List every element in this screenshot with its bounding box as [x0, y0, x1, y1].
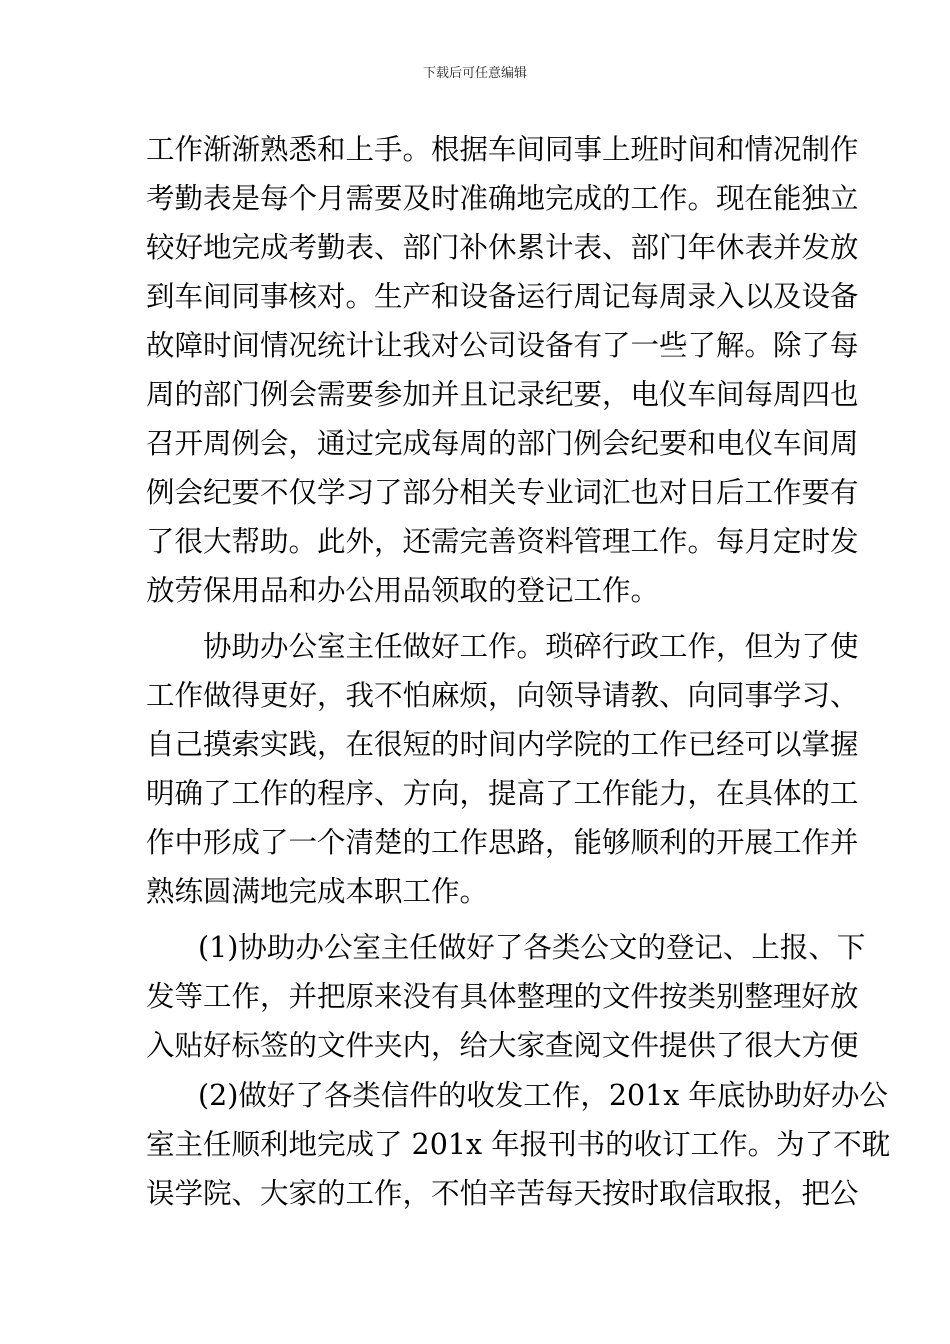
text-line: 到车间同事核对。生产和设备运行周记每周录入以及设备: [146, 280, 859, 313]
page-header: 下载后可任意编辑: [422, 66, 527, 81]
text-line: 室主任顺利地完成了 201x 年报刊书的收订工作。为了不耽: [146, 1128, 891, 1161]
text-line: 误学院、大家的工作，不怕辛苦每天按时取信取报，把公: [146, 1177, 859, 1210]
text-line: 入贴好标签的文件夹内，给大家查阅文件提供了很大方便: [146, 1029, 859, 1062]
text-line: 作中形成了一个清楚的工作思路，能够顺利的开展工作并: [146, 826, 859, 859]
text-line: 召开周例会，通过完成每周的部门例会纪要和电仪车间周: [146, 427, 859, 460]
text-line: 发等工作，并把原来没有具体整理的文件按类别整理好放: [146, 980, 859, 1013]
text-line: 故障时间情况统计让我对公司设备有了一些了解。除了每: [146, 329, 859, 362]
text-line: 较好地完成考勤表、部门补休累计表、部门年休表并发放: [146, 231, 859, 264]
text-line: 工作做得更好，我不怕麻烦，向领导请教、向同事学习、: [146, 679, 859, 712]
text-line: 了很大帮助。此外，还需完善资料管理工作。每月定时发: [146, 525, 859, 558]
text-line: 工作渐渐熟悉和上手。根据车间同事上班时间和情况制作: [146, 133, 859, 166]
text-line: 熟练圆满地完成本职工作。: [146, 875, 489, 908]
text-line: 周的部门例会需要参加并且记录纪要，电仪车间每周四也: [146, 378, 859, 411]
text-line: 考勤表是每个月需要及时准确地完成的工作。现在能独立: [146, 182, 859, 215]
paragraph-first-line: 协助办公室主任做好工作。琐碎行政工作，但为了使: [203, 630, 859, 663]
text-line: 例会纪要不仅学习了部分相关专业词汇也对日后工作要有: [146, 476, 859, 509]
text-line: 放劳保用品和办公用品领取的登记工作。: [146, 574, 660, 607]
paragraph-first-line: (1)协助办公室主任做好了各类公文的登记、上报、下: [198, 931, 866, 964]
text-line: 明确了工作的程序、方向，提高了工作能力，在具体的工: [146, 777, 859, 810]
paragraph-first-line: (2)做好了各类信件的收发工作，201x 年底协助好办公: [198, 1079, 888, 1112]
text-line: 自己摸索实践，在很短的时间内学院的工作已经可以掌握: [146, 728, 859, 761]
